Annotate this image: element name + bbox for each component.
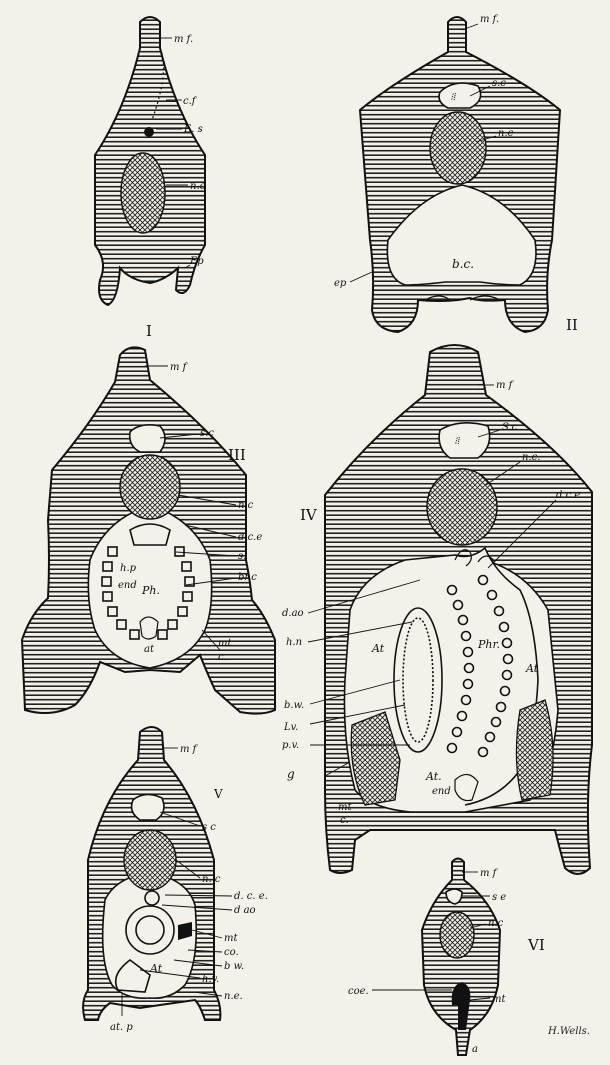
figure-V-label-nc2: n.e. xyxy=(224,991,243,1002)
figure-VI-label-mt: mt xyxy=(492,994,506,1005)
figure-II-notochord xyxy=(430,112,486,184)
figure-III-spinal-cord xyxy=(130,425,165,452)
figure-I-label-mf: m f. xyxy=(174,34,194,45)
figure-IV-label-at3: At. xyxy=(426,770,442,783)
figure-III-label-end: end xyxy=(118,580,137,591)
figure-IV-liver-inner xyxy=(403,618,433,742)
figure-V-label-at: At xyxy=(150,962,163,975)
figure-VI-numeral: VI xyxy=(528,936,545,954)
figure-IV-numeral: IV xyxy=(300,506,317,524)
figure-V-liver xyxy=(136,916,164,944)
figure-I-numeral: I xyxy=(146,322,152,340)
figure-IV-label-ph: Phr. xyxy=(478,638,501,651)
figure-III-label-c: c. xyxy=(218,652,227,663)
figure-IV-notochord xyxy=(427,469,497,545)
figure-V-label-g: g xyxy=(287,767,295,781)
figure-V-label-sc: s c xyxy=(202,822,216,833)
figure-V-label-atp: at. p xyxy=(110,1022,133,1033)
figure-IV-spinal-cord xyxy=(439,423,490,458)
figure-III-label-nc: n.c xyxy=(238,500,254,511)
figure-IV-label-sc: S.c xyxy=(502,422,518,433)
figure-II-label-sc: s.c xyxy=(492,78,506,89)
figure-I-label-ep: Ep xyxy=(190,256,204,267)
figure-II-label-ep: ep xyxy=(334,278,347,289)
svg-text:⁝⁞: ⁝⁞ xyxy=(454,436,461,447)
figure-I-label-es: E. s xyxy=(184,124,203,135)
figure-V-spinal-cord xyxy=(132,794,164,820)
figure-IV-label-at1: At xyxy=(372,642,385,655)
figure-V-label-nc: n. c xyxy=(202,874,221,885)
figure-IV-label-at2: At xyxy=(526,662,539,675)
figure-III-label-dce: d.c.e xyxy=(238,532,263,543)
figure-V-label-dao: d ao xyxy=(234,905,256,916)
figure-VI-label-coe: coe. xyxy=(348,986,369,997)
figure-III-numeral: III xyxy=(228,446,246,464)
figure-V-label-bw: b w. xyxy=(224,961,245,972)
figure-IV-label-mt: mt xyxy=(338,802,352,813)
figure-V-label-hv: h.v. xyxy=(202,974,220,985)
figure-V-label-mt: mt xyxy=(224,933,238,944)
figure-III-label-s: s. xyxy=(238,551,247,562)
figure-III-dorsal-vessels xyxy=(130,524,170,545)
figure-VI-notochord xyxy=(440,912,474,958)
figure-VI-label-a: a xyxy=(472,1044,478,1055)
figure-IV-label-nc: n.c. xyxy=(522,452,541,463)
figure-V-notochord xyxy=(124,830,176,890)
figure-III-label-hp: h.p xyxy=(120,563,137,574)
figure-IV-label-mf: m f xyxy=(496,380,513,391)
figure-IV-gonad-right xyxy=(516,700,553,800)
figure-II-numeral: II xyxy=(566,316,578,334)
figure-VI xyxy=(372,859,500,1056)
figure-VI-label-nc: n.c xyxy=(488,918,504,929)
figure-I-label-nc: n.c xyxy=(190,181,206,192)
figure-IV-label-end: end xyxy=(432,786,451,797)
figure-III-notochord xyxy=(120,455,180,519)
figure-I-label-cf: c.f xyxy=(183,96,196,107)
figure-III-label-at: at xyxy=(144,644,154,655)
figure-IV-label-bw: b.w. xyxy=(284,700,305,711)
figure-IV-label-hn: h.n xyxy=(286,637,303,648)
figure-IV-label-pv: p.v. xyxy=(282,740,300,751)
artist-signature: H.Wells. xyxy=(548,1026,590,1037)
figure-II-label-bc: b.c. xyxy=(452,257,475,271)
figure-IV-label-dao: d.ao xyxy=(282,608,304,619)
figure-V-dorsal-aorta xyxy=(145,891,159,905)
figure-IV-label-c: c. xyxy=(340,815,349,826)
figure-I-notochord xyxy=(121,153,165,233)
figure-V-label-dce: d. c. e. xyxy=(234,891,268,902)
figure-III-label-ph: Ph. xyxy=(142,584,160,597)
figure-III xyxy=(22,347,275,713)
figure-V-label-co: co. xyxy=(224,947,239,958)
figure-V-numeral: V xyxy=(214,787,223,801)
figure-II-label-nc: n.c xyxy=(498,128,514,139)
figure-III-label-sc: s.c xyxy=(200,428,214,439)
figure-I xyxy=(95,17,205,305)
figure-V-label-mf: m f xyxy=(180,744,197,755)
figure-VI-label-mf: m f xyxy=(480,868,497,879)
figure-II-label-mf: m f. xyxy=(480,14,500,25)
figure-III-label-mf: m f xyxy=(170,362,187,373)
figure-IV-label-lv: Lv. xyxy=(284,722,299,733)
figure-III-label-mt: mt xyxy=(218,638,232,649)
figure-I-eye-spot xyxy=(144,127,154,137)
figure-IV-label-dce: d.c.e xyxy=(556,490,581,501)
figure-II xyxy=(350,17,560,332)
figure-VI-label-se: s e xyxy=(492,892,507,903)
figure-III-label-brc: br.c xyxy=(238,572,257,583)
svg-text:⁝⁞: ⁝⁞ xyxy=(450,92,457,103)
